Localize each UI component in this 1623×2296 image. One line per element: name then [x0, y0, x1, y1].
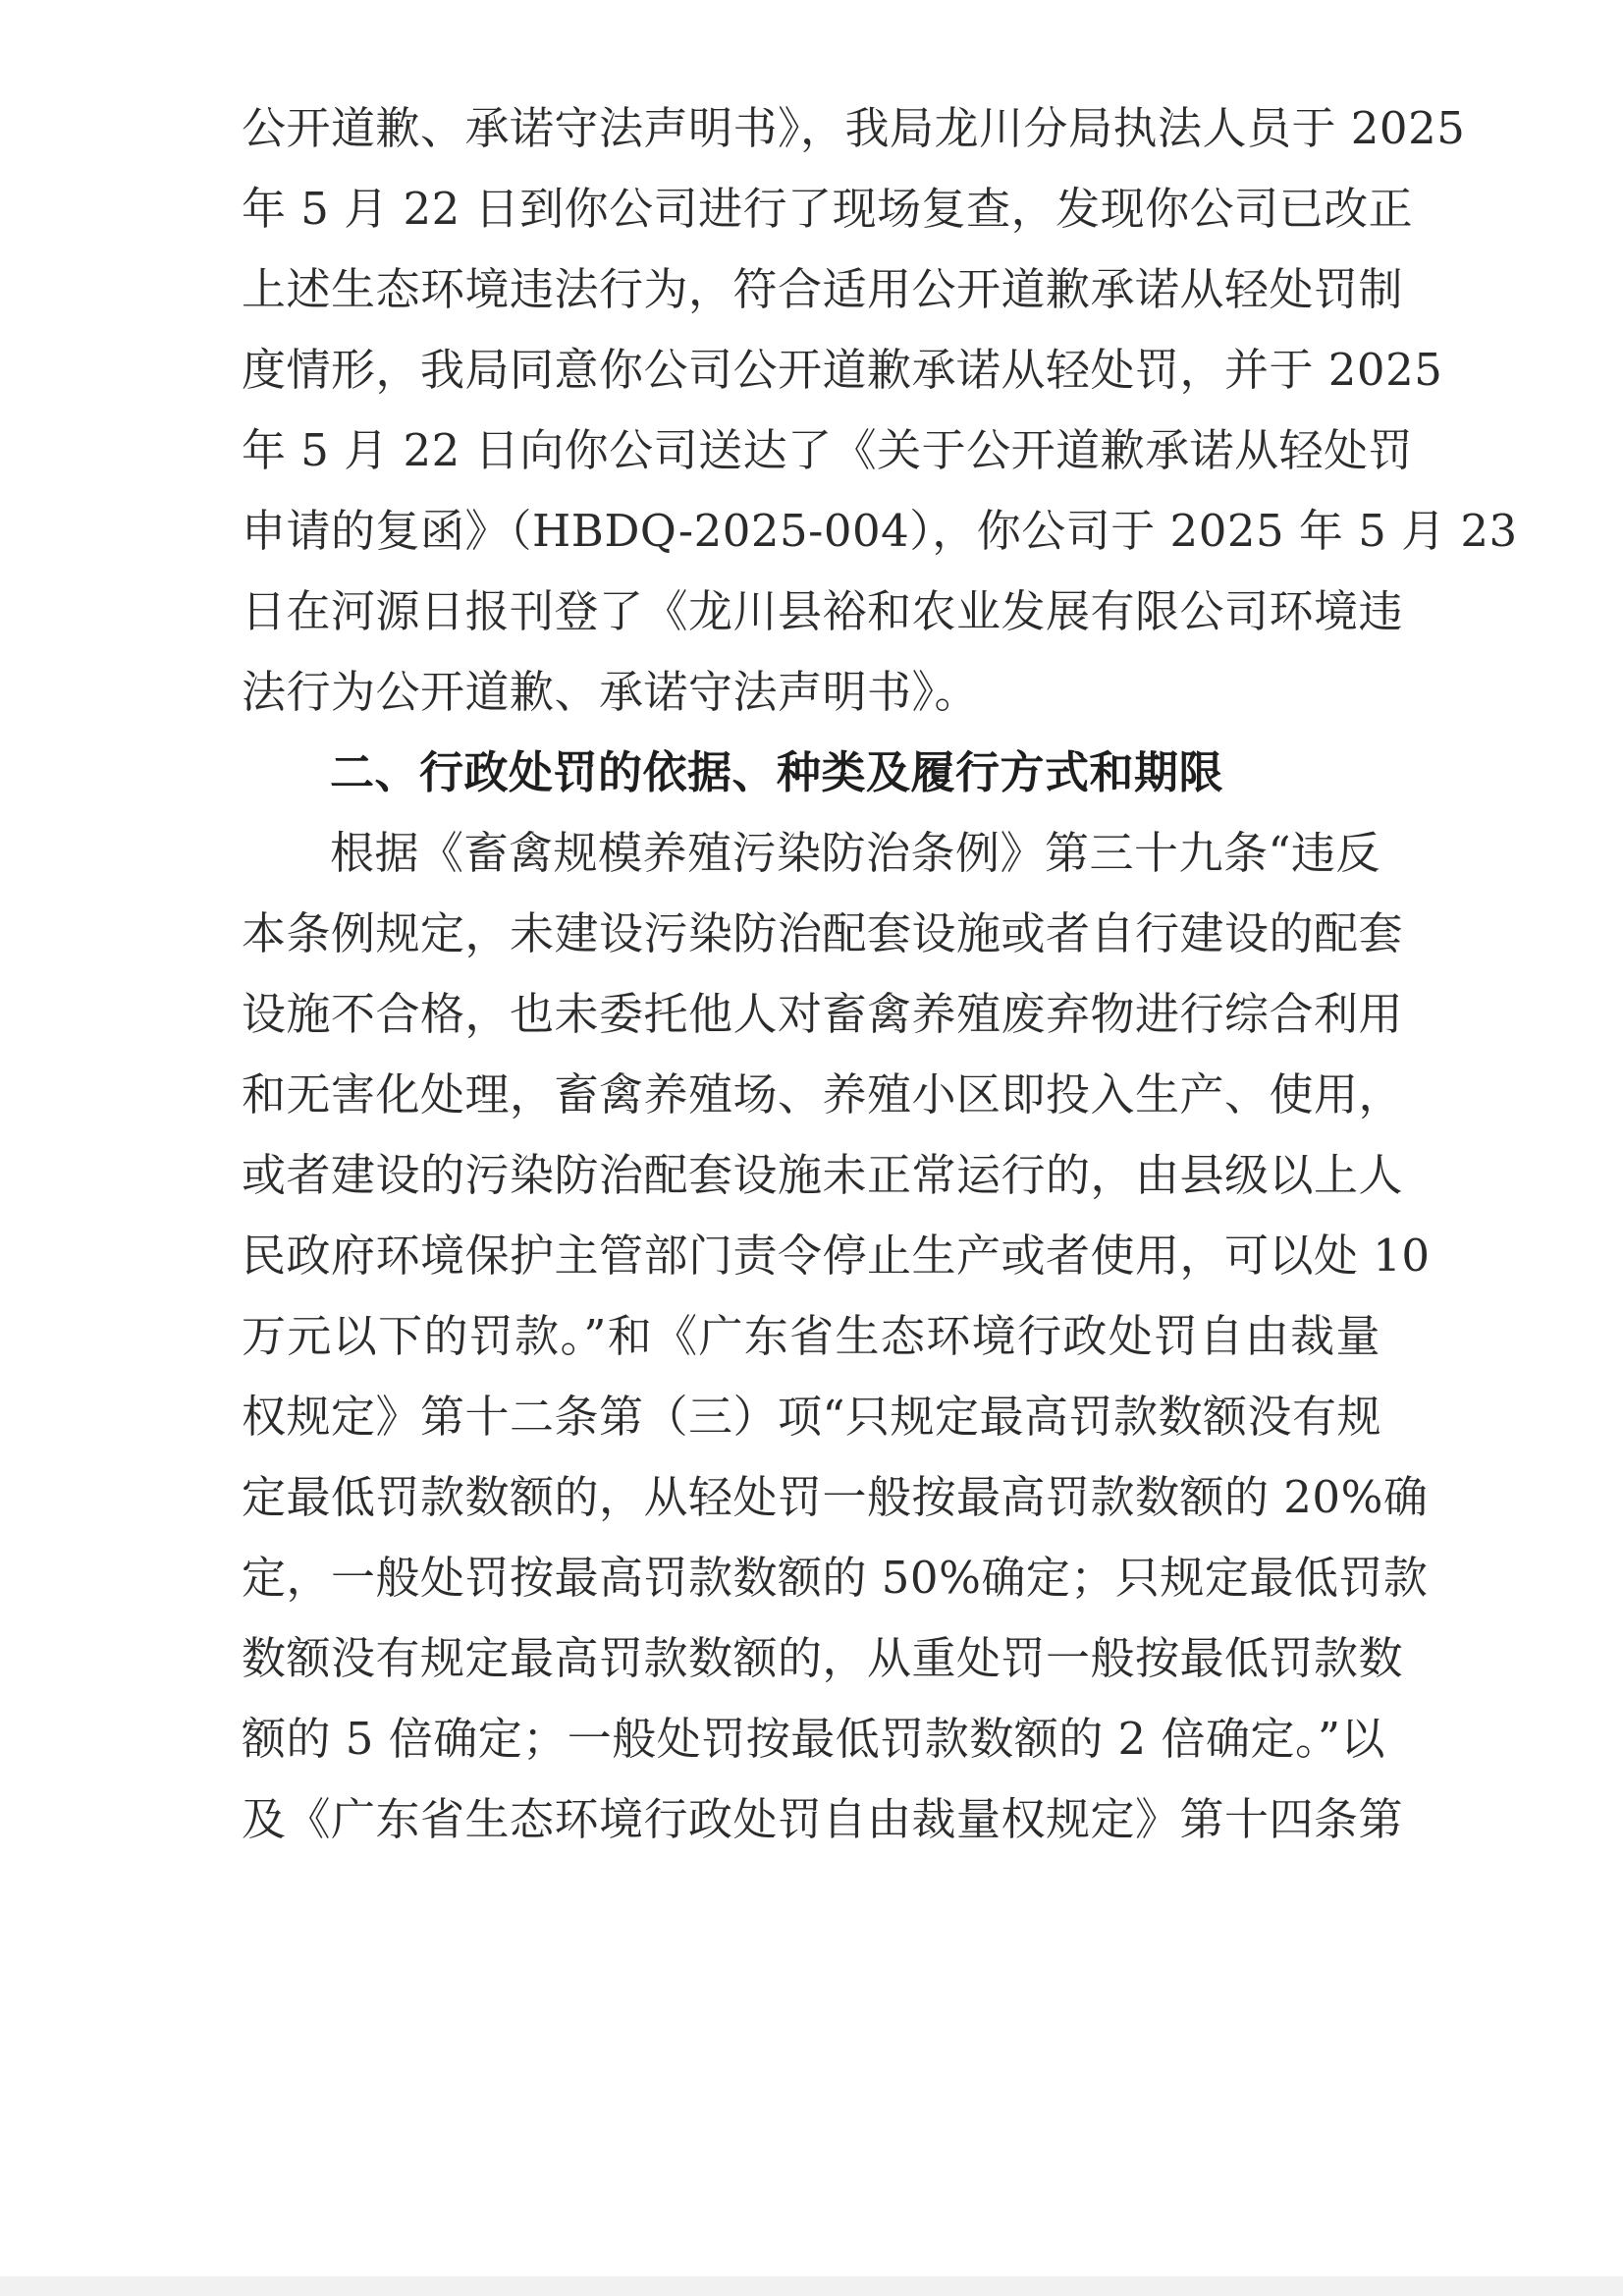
paragraph-line: 或者建设的污染防治配套设施未正常运行的，由县级以上人: [242, 1149, 1404, 1201]
paragraph-line: 根据《畜禽规模养殖污染防治条例》第三十九条“违反: [330, 827, 1381, 879]
section-heading: 二、行政处罚的依据、种类及履行方式和期限: [330, 746, 1224, 798]
paragraph-line: 万元以下的罚款。”和《广东省生态环境行政处罚自由裁量: [242, 1310, 1380, 1362]
paragraph-line: 年 5 月 22 日到你公司进行了现场复查，发现你公司已改正: [242, 183, 1414, 235]
paragraph-line: 权规定》第十二条第（三）项“只规定最高罚款数额没有规: [242, 1391, 1382, 1443]
paragraph-line: 日在河源日报刊登了《龙川县裕和农业发展有限公司环境违: [242, 585, 1404, 637]
paragraph-line: 公开道歉、承诺守法声明书》，我局龙川分局执法人员于 2025: [242, 102, 1466, 154]
page-bottom-edge: [0, 2276, 1623, 2296]
paragraph-line: 定最低罚款数额的，从轻处罚一般按最高罚款数额的 20%确: [242, 1471, 1429, 1523]
paragraph-line: 上述生态环境违法行为，符合适用公开道歉承诺从轻处罚制: [242, 263, 1404, 315]
paragraph-line: 及《广东省生态环境行政处罚自由裁量权规定》第十四条第: [242, 1793, 1404, 1845]
paragraph-line: 申请的复函》（HBDQ-2025-004），你公司于 2025 年 5 月 23: [242, 505, 1518, 557]
paragraph-line: 民政府环境保护主管部门责令停止生产或者使用，可以处 10: [242, 1230, 1431, 1282]
paragraph-line: 额的 5 倍确定；一般处罚按最低罚款数额的 2 倍确定。”以: [242, 1713, 1385, 1765]
paragraph-line: 数额没有规定最高罚款数额的，从重处罚一般按最低罚款数: [242, 1632, 1404, 1684]
paragraph-line: 年 5 月 22 日向你公司送达了《关于公开道歉承诺从轻处罚: [242, 424, 1414, 476]
paragraph-line: 和无害化处理，畜禽养殖场、养殖小区即投入生产、使用，: [242, 1068, 1404, 1121]
paragraph-line: 本条例规定，未建设污染防治配套设施或者自行建设的配套: [242, 907, 1404, 959]
paragraph-line: 度情形，我局同意你公司公开道歉承诺从轻处罚，并于 2025: [242, 344, 1443, 396]
paragraph-line: 定，一般处罚按最高罚款数额的 50%确定；只规定最低罚款: [242, 1552, 1429, 1604]
paragraph-line: 设施不合格，也未委托他人对畜禽养殖废弃物进行综合利用: [242, 988, 1404, 1040]
paragraph-line: 法行为公开道歉、承诺守法声明书》。: [242, 666, 980, 718]
